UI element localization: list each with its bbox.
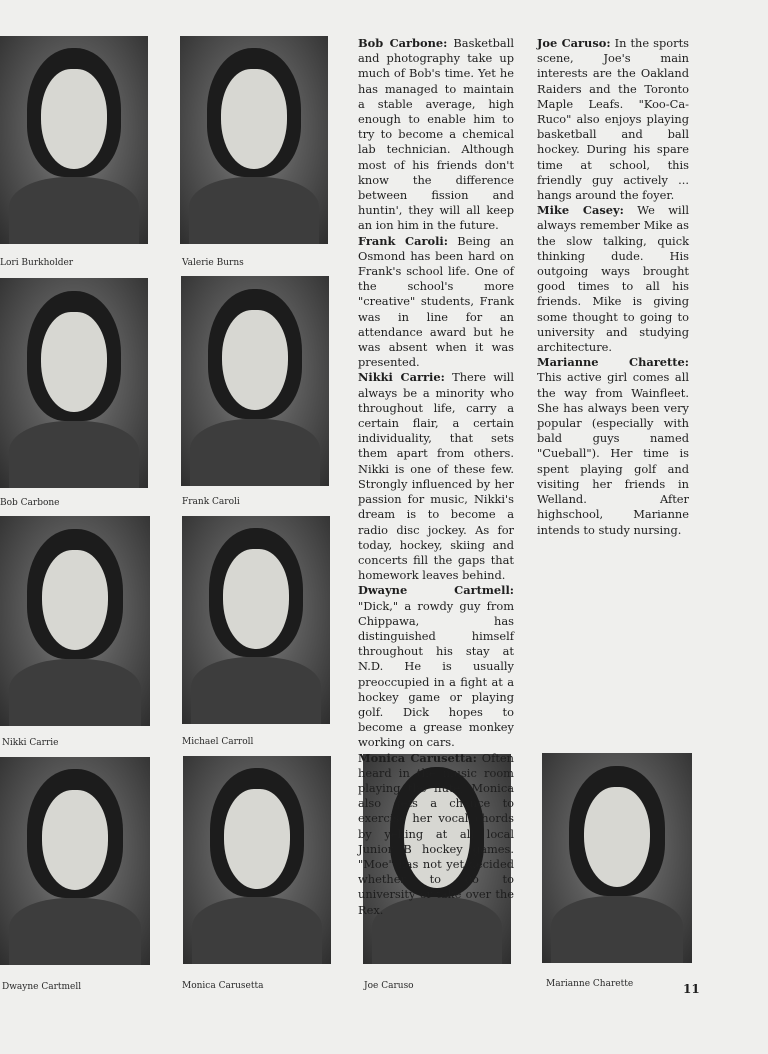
bio-name: Bob Carbone: — [358, 36, 448, 50]
portrait-caption: Monica Carusetta — [182, 981, 264, 991]
bio-entry — [358, 370, 514, 583]
portrait-photo — [0, 757, 150, 965]
bio-name: Marianne Charette: — [537, 355, 689, 370]
bio-entry — [358, 36, 514, 234]
bio-name: Nikki Carrie: — [358, 370, 445, 385]
bio-text: There will always be a minority who throughout life, carry a certain flair, a certain individuality, that sets them apart from others. Nikki is one of these few. Strongly influenced by her passion for music, Nikki's dream is to become a radio disc jockey. As for today, hockey, skiing and concerts fill the gaps that homework leaves behind. — [358, 370, 515, 583]
portrait-caption: Joe Caruso — [364, 981, 414, 991]
bio-text: In the sports scene, Joe's main interests are the Oakland Raiders and the Toronto Maple Leafs. "Koo-Ca-Ruco" also enjoys playing basketball and ball hockey. During his spare time at school, this friendly guy actively ... hangs around the foyer. — [537, 36, 689, 203]
portrait-caption: Bob Carbone — [0, 498, 60, 508]
bio-name: Joe Caruso: — [537, 36, 611, 50]
bio-column-1 — [358, 36, 514, 918]
bio-text: "Dick," a rowdy guy from Chippawa, has distinguished himself throughout his stay at N.D. He is usually preoccupied in a fight at a hockey game or playing golf. Dick hopes to become a grease monkey working on cars. — [358, 598, 514, 750]
portrait-caption: Frank Caroli — [182, 497, 240, 507]
bio-text: This active girl comes all the way from Wainfleet. She has always been very popular (especially with bald guys named "Cueball"). Her time is spent playing golf and visiting her friends in Welland. After highschool, Marianne intends to study nursing. — [537, 370, 689, 537]
bio-entry — [358, 583, 514, 750]
bio-text: Being an Osmond has been hard on Frank's school life. One of the school's more "creative" students, Frank was in line for an attendance award but he was absent when it was presented. — [358, 233, 514, 370]
bio-entry — [358, 234, 514, 371]
bio-name: Monica Carusetta: — [358, 750, 477, 765]
portrait-photo — [0, 516, 150, 726]
portrait-photo — [0, 36, 148, 244]
portrait-caption: Valerie Burns — [182, 258, 244, 268]
bio-entry — [537, 203, 689, 355]
portrait-photo — [182, 516, 330, 724]
bio-name: Mike Casey: — [537, 203, 624, 218]
bio-entry — [537, 36, 689, 203]
bio-name: Frank Caroli: — [358, 233, 448, 248]
bio-name: Dwayne Cartmell: — [358, 583, 514, 598]
portrait-caption: Lori Burkholder — [0, 258, 74, 268]
bio-text: Often heard in the music room playing the flute, Monica also gets a chance to exercise her vocal chords by yelling at all local Junior B hockey games. "Moe" has not yet decided whether to go to university or take over the Rex. — [358, 750, 514, 917]
bio-entry — [537, 355, 689, 537]
bio-text: Basketball and photography take up much of Bob's time. Yet he has managed to maintain a stable average, high enough to enable him to try to become a chemical lab technician. Although most of his friends don't know the difference between fission and huntin', they will all keep an ion him in the future. — [358, 36, 514, 233]
portrait-caption: Marianne Charette — [546, 979, 634, 989]
portrait-caption: Michael Carroll — [182, 737, 254, 747]
portrait-photo — [0, 278, 148, 488]
bio-text: We will always remember Mike as the slow talking, quick thinking dude. His outgoing ways brought good times to all his friends. Mike is giving some thought to going to university and studying architecture. — [537, 203, 689, 355]
bio-entry — [358, 751, 514, 918]
portrait-photo — [183, 756, 331, 964]
portrait-photo — [181, 276, 329, 486]
portrait-caption: Dwayne Cartmell — [2, 982, 82, 992]
portrait-photo — [542, 753, 692, 963]
portrait-caption: Nikki Carrie — [2, 738, 59, 748]
bio-column-2 — [537, 36, 689, 538]
portrait-photo — [180, 36, 328, 244]
page-number: 11 — [683, 982, 700, 996]
